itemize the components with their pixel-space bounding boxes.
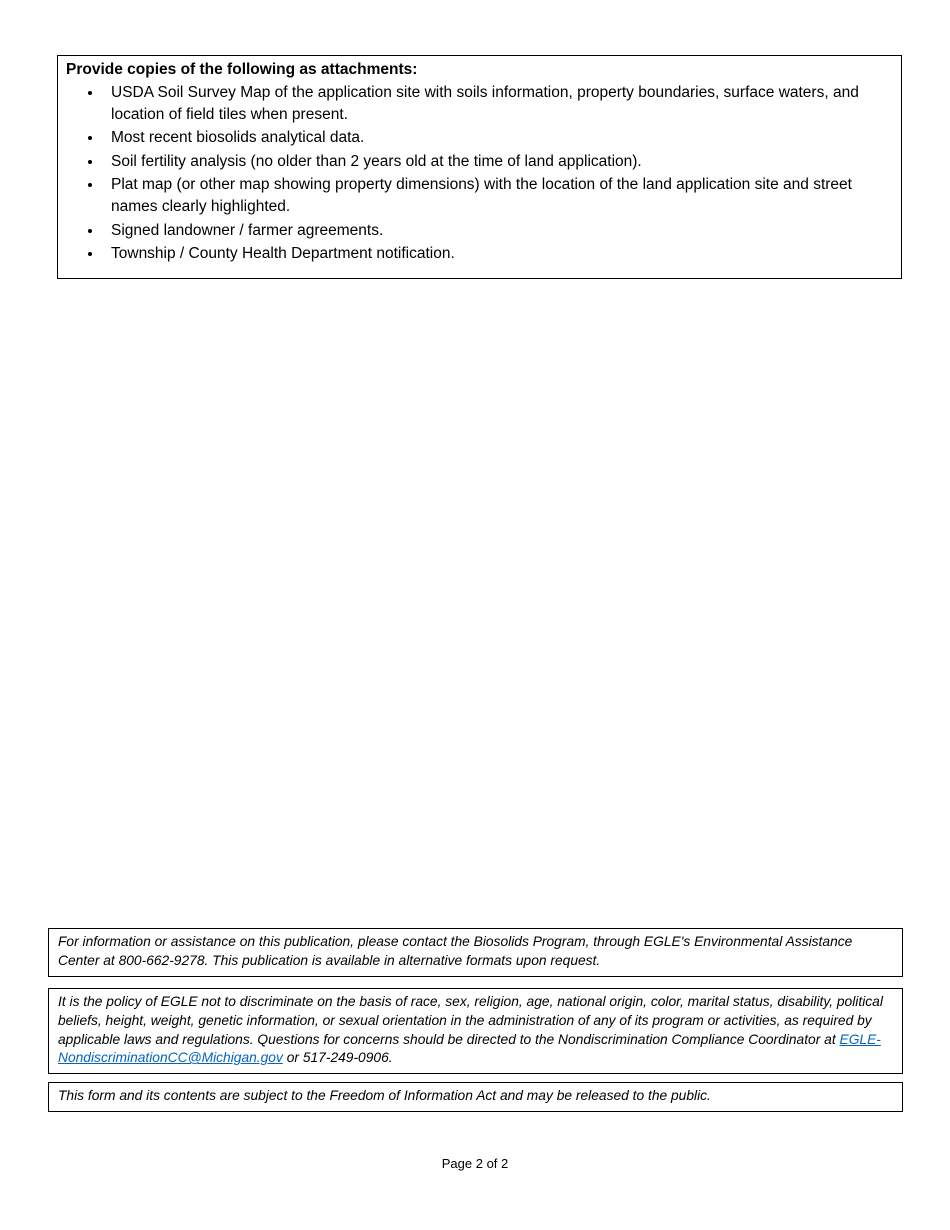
attachment-item-biosolids-data: • Most recent biosolids analytical data.: [103, 127, 889, 149]
attachments-heading: Provide copies of the following as attachments:: [66, 61, 418, 78]
attachment-item-agreements: • Signed landowner / farmer agreements.: [103, 220, 889, 242]
page-number: Page 2 of 2: [441, 1156, 509, 1171]
nondiscrimination-text-before-link: It is the policy of EGLE not to discriminate on the basis of race, sex, religion, age, national origin, color, marital status, disability, political beliefs, height, weight, genetic information, or sexual orientation in the administration of any of its program or activities, as required by applicable laws and regulations. Questions for concerns should be directed to the Nondiscrimination Compliance Coordinator at: [58, 994, 883, 1047]
attachment-item-plat-map: • Plat map (or other map showing property dimensions) with the location of the land application site and street names clearly highlighted.: [103, 174, 889, 219]
attachment-item-health-dept: • Township / County Health Department notification.: [103, 243, 889, 265]
foia-notice-text: This form and its contents are subject to the Freedom of Information Act and may be released to the public.: [58, 1088, 711, 1103]
nondiscrimination-email-link[interactable]: EGLE-NondiscriminationCC@Michigan.gov: [58, 1031, 881, 1066]
foia-notice-box: [48, 1082, 903, 1112]
nondiscrimination-notice-box: [48, 988, 903, 1074]
attachment-item-soil-fertility: • Soil fertility analysis (no older than 2 years old at the time of land application).: [103, 151, 889, 173]
attachments-list: [66, 82, 889, 266]
nondiscrimination-text-after-link: or 517-249-0906.: [282, 1050, 393, 1066]
attachment-item-usda-map: • USDA Soil Survey Map of the application site with soils information, property boundaries, surface waters, and location of field tiles when present.: [103, 82, 889, 127]
assistance-notice-box: [48, 928, 903, 977]
attachments-box: [57, 55, 902, 279]
assistance-notice-text: For information or assistance on this publication, please contact the Biosolids Program, through EGLE's Environmental Assistance Center at 800-662-9278. This publication is available in alternative formats upon request.: [58, 934, 853, 968]
